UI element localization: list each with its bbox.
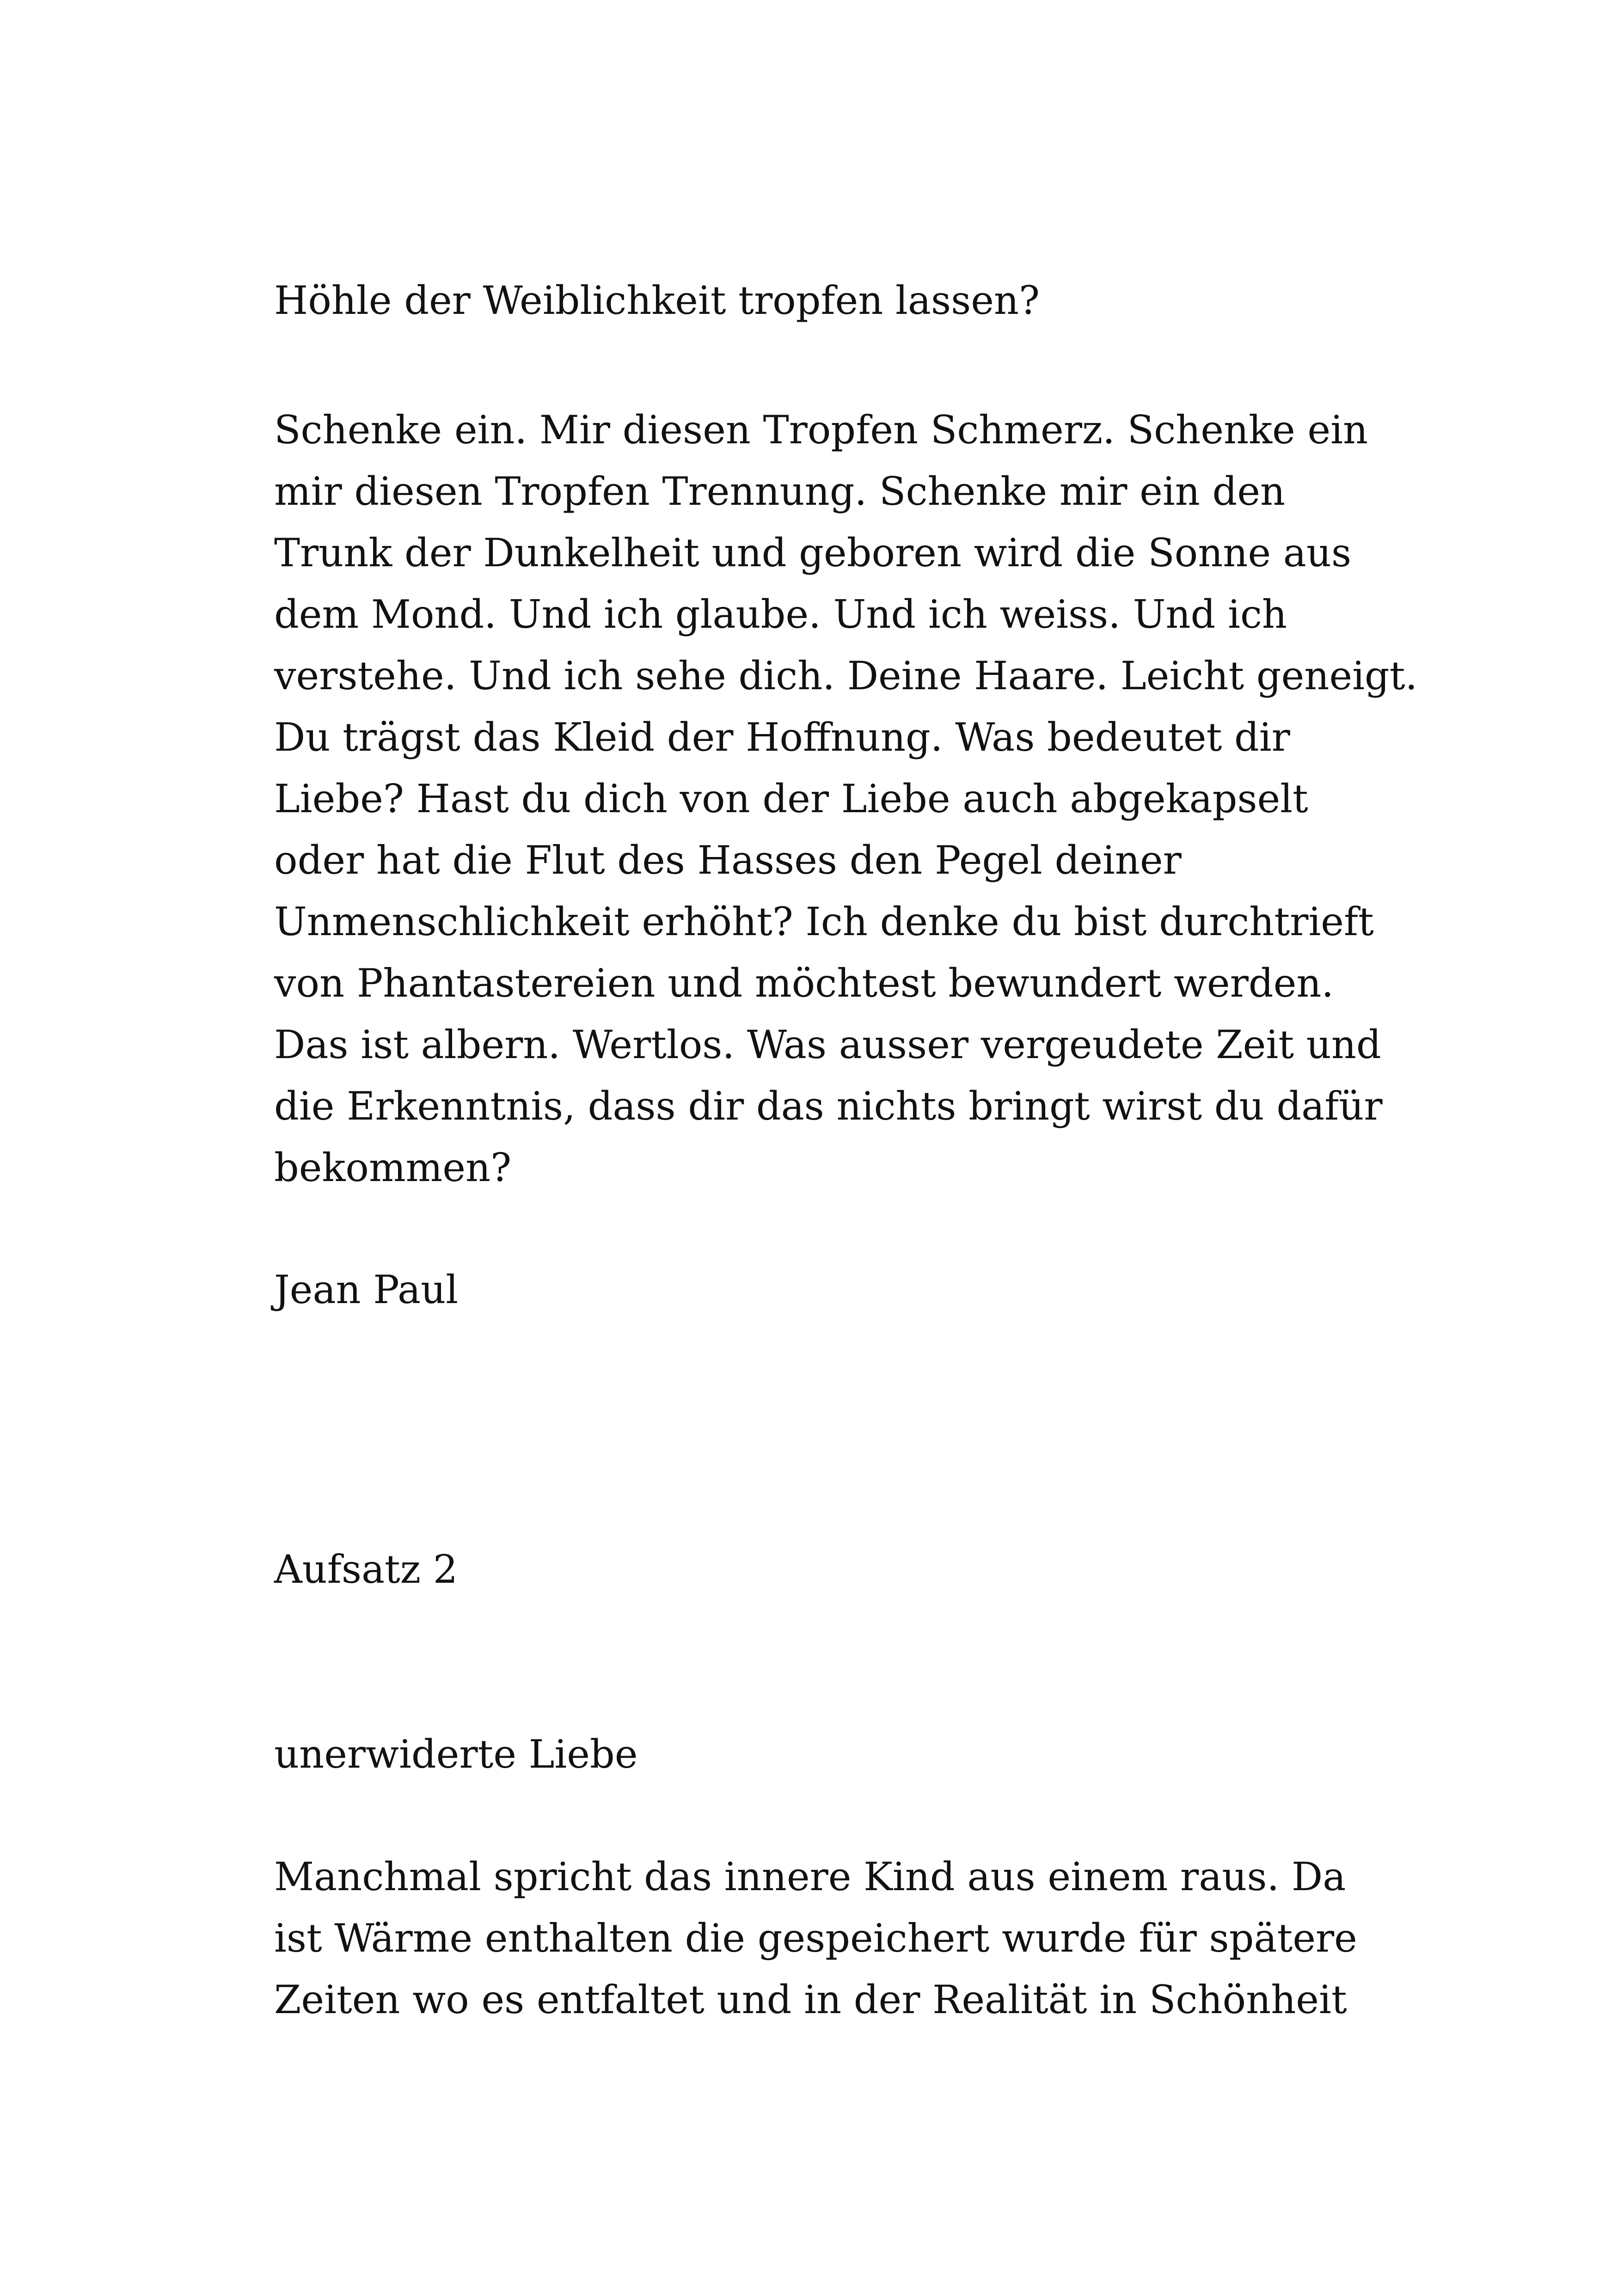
paragraph-1-line-11: Das ist albern. Wertlos. Was ausser vergeudete Zeit und — [274, 1022, 1381, 1067]
paragraph-1-line-8: oder hat die Flut des Hasses den Pegel deiner — [274, 838, 1182, 883]
paragraph-1-line-9: Unmenschlichkeit erhöht? Ich denke du bist durchtrieft — [274, 899, 1374, 944]
paragraph-1-line-5: verstehe. Und ich sehe dich. Deine Haare. Leicht geneigt. — [274, 653, 1418, 698]
author-name: Jean Paul — [274, 1267, 459, 1312]
section-heading: Aufsatz 2 — [274, 1547, 458, 1592]
paragraph-1-line-6: Du trägst das Kleid der Hoffnung. Was bedeutet dir — [274, 715, 1290, 760]
opening-line: Höhle der Weiblichkeit tropfen lassen? — [274, 278, 1040, 323]
paragraph-2-line-2: ist Wärme enthalten die gespeichert wurde für spätere — [274, 1916, 1357, 1961]
paragraph-2-line-3: Zeiten wo es entfaltet und in der Realität in Schönheit — [274, 1977, 1347, 2022]
paragraph-1-line-10: von Phantastereien und möchtest bewundert werden. — [274, 961, 1334, 1006]
paragraph-1-line-2: mir diesen Tropfen Trennung. Schenke mir ein den — [274, 469, 1286, 514]
paragraph-1-line-12: die Erkenntnis, dass dir das nichts bringt wirst du dafür — [274, 1084, 1383, 1129]
section-title: unerwiderte Liebe — [274, 1732, 638, 1777]
paragraph-1-line-7: Liebe? Hast du dich von der Liebe auch abgekapselt — [274, 776, 1308, 821]
paragraph-1-line-1: Schenke ein. Mir diesen Tropfen Schmerz. Schenke ein — [274, 407, 1368, 453]
paragraph-1-line-3: Trunk der Dunkelheit und geboren wird die Sonne aus — [274, 530, 1352, 576]
paragraph-1-line-4: dem Mond. Und ich glaube. Und ich weiss. Und ich — [274, 592, 1287, 637]
paragraph-2-line-1: Manchmal spricht das innere Kind aus einem raus. Da — [274, 1854, 1346, 1899]
paragraph-1-line-13: bekommen? — [274, 1145, 512, 1190]
